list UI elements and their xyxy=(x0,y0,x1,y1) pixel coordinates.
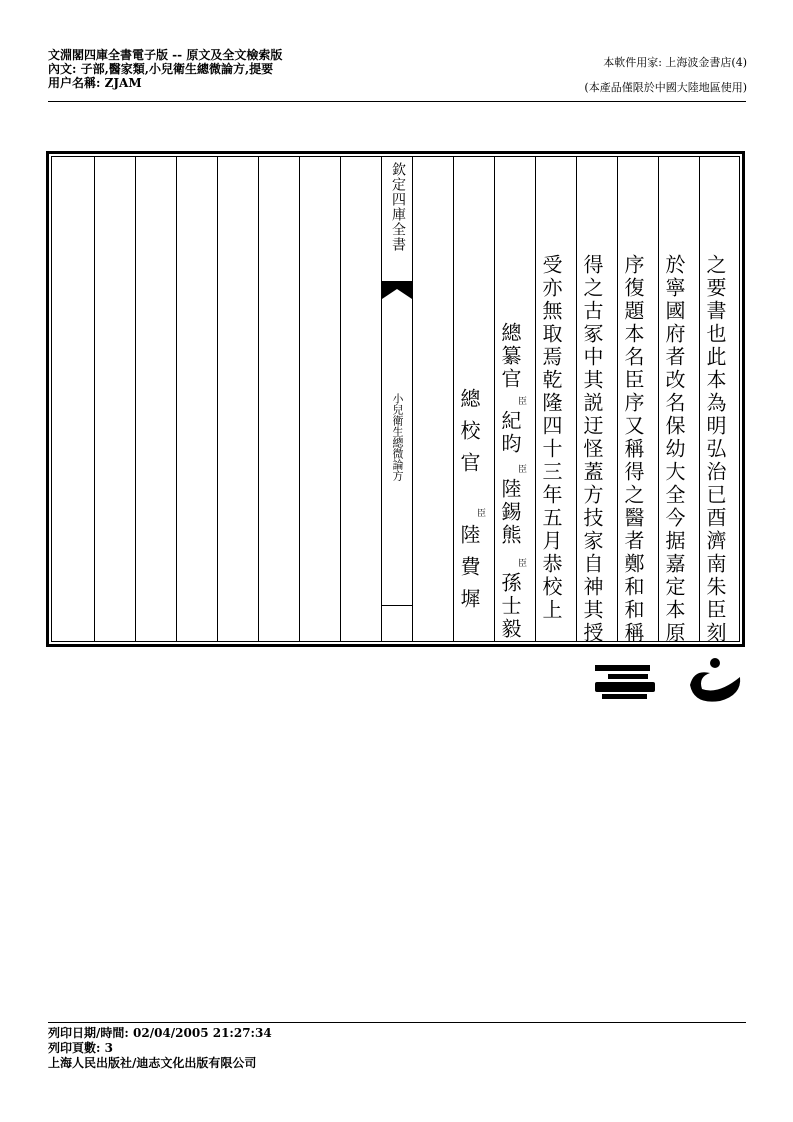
credit-zongjiao-title: 總校官 xyxy=(457,388,481,484)
header-title: 文淵閣四庫全書電子版 -- 原文及全文檢索版 xyxy=(48,48,283,62)
text-column-3: 序復題本名臣序又稱得之醫者鄭和和稱 xyxy=(621,254,645,645)
column-rule xyxy=(176,157,177,641)
banxin-bottom-rule xyxy=(382,605,412,606)
footer-page-count: 列印頁數: 3 xyxy=(48,1041,113,1055)
credit-name-lu-feichi: 陸費墀 xyxy=(457,524,481,620)
header-right xyxy=(584,50,747,100)
chen-mark: 臣 xyxy=(518,559,528,569)
column-rule xyxy=(617,157,618,641)
credit-name-lu-xixiong: 陸錫熊 xyxy=(498,478,522,547)
banxin-top-title: 欽定四庫全書 xyxy=(390,162,406,252)
column-rule xyxy=(494,157,495,641)
column-rule xyxy=(699,157,700,641)
header-username: 用户名稱: ZJAM xyxy=(48,76,142,90)
text-column-1: 之要書也此本為明弘治已酉濟南朱臣刻 xyxy=(703,254,727,645)
footer-print-datetime: 列印日期/時間: 02/04/2005 21:27:34 xyxy=(48,1026,272,1040)
footer-publisher: 上海人民出版社/迪志文化出版有限公司 xyxy=(48,1056,257,1070)
footer-rule xyxy=(48,1022,746,1023)
chen-mark: 臣 xyxy=(477,509,487,519)
header-rule xyxy=(48,101,746,102)
header-left xyxy=(48,48,282,90)
column-rule xyxy=(217,157,218,641)
column-rule xyxy=(299,157,300,641)
column-rule xyxy=(258,157,259,641)
banxin-rule-left xyxy=(381,157,382,641)
credit-name-ji-yun: 紀昀 xyxy=(498,410,522,456)
header-region-note: (本產品僅限於中國大陸地區使用) xyxy=(584,81,747,94)
fish-tail-mark-icon xyxy=(382,281,412,299)
banxin-rule-right xyxy=(412,157,413,641)
credit-name-sun-shiyi: 孫士毅 xyxy=(498,572,522,641)
column-rule xyxy=(340,157,341,641)
footer xyxy=(48,1026,272,1071)
text-column-4: 得之古冢中其説迂怪蓋方技家自神其授 xyxy=(580,254,604,645)
chen-mark: 臣 xyxy=(518,397,528,407)
column-rule xyxy=(453,157,454,641)
text-column-5: 受亦無取焉乾隆四十三年五月恭校上 xyxy=(539,254,563,622)
column-rule xyxy=(135,157,136,641)
chen-mark: 臣 xyxy=(518,465,528,475)
header-content-path: 內文: 子部,醫家類,小兒衛生總微論方,提要 xyxy=(48,62,274,76)
column-rule xyxy=(658,157,659,641)
credit-zongzuan-title: 總纂官 xyxy=(498,322,522,391)
column-rule xyxy=(94,157,95,641)
banxin-book-title: 小兒衛生總微論方 xyxy=(391,393,404,481)
column-rule xyxy=(576,157,577,641)
text-column-2: 於寧國府者改名保幼大全今据嘉定本原 xyxy=(662,254,686,645)
publisher-seal-icon xyxy=(590,655,750,705)
column-rule xyxy=(535,157,536,641)
header-licensee: 本軟件用家: 上海波金書店(4) xyxy=(603,56,747,69)
